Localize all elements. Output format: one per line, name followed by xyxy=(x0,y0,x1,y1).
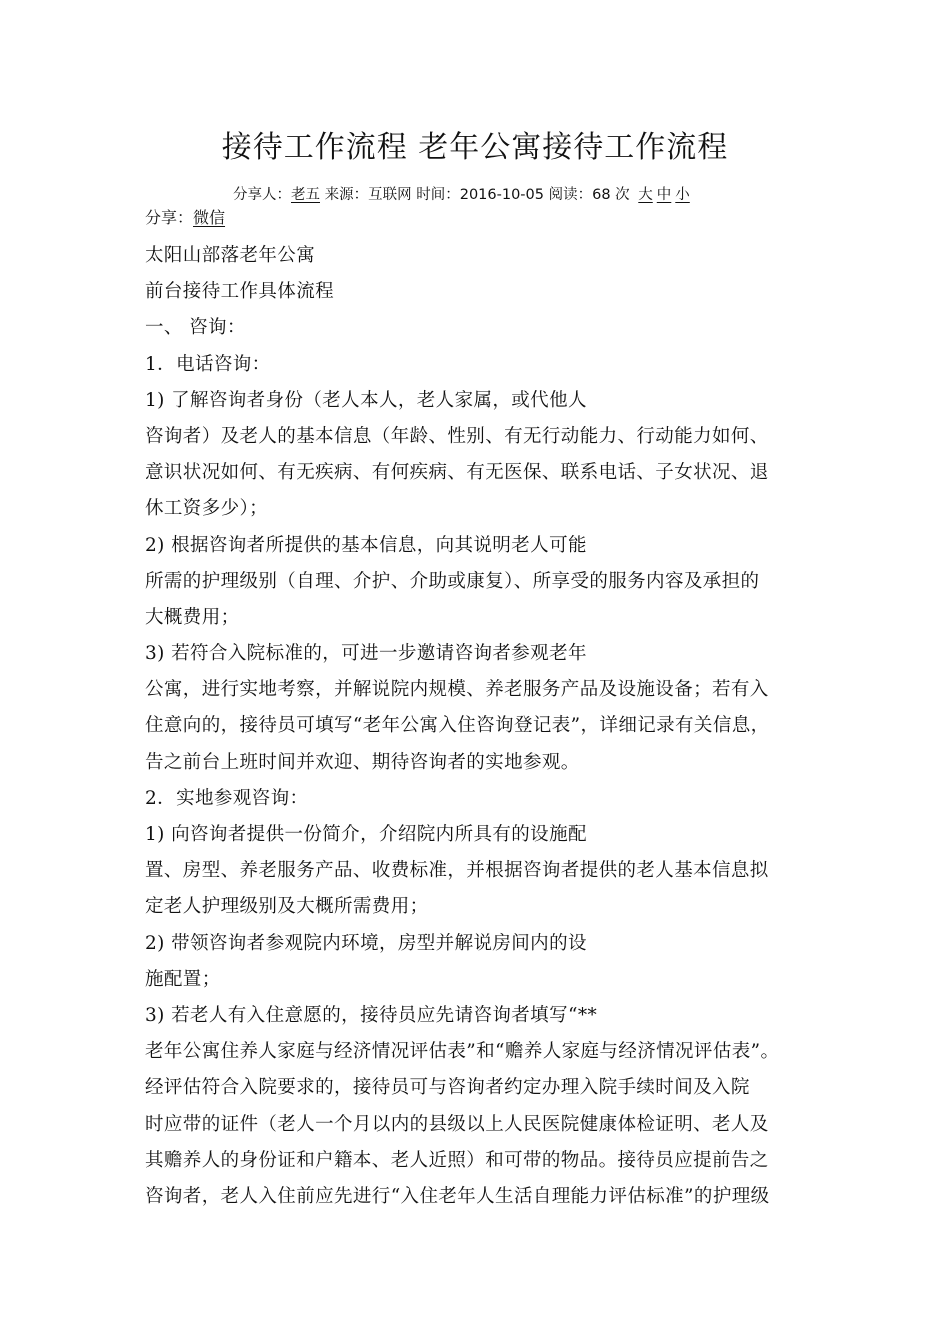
text-line: 其赡养人的身份证和户籍本、老人近照）和可带的物品。接待员应提前告之 xyxy=(145,1149,769,1171)
sharer-link[interactable]: 老五 xyxy=(291,187,320,203)
text-line: 1．电话咨询： xyxy=(145,353,271,375)
text-line: 公寓，进行实地考察，并解说院内规模、养老服务产品及设施设备；若有入 xyxy=(145,679,769,701)
text-line: 前台接待工作具体流程 xyxy=(145,281,335,303)
publish-date: 2016-10-05 xyxy=(459,187,544,203)
text-line: 大概费用； xyxy=(145,606,240,628)
article-meta xyxy=(233,184,690,206)
text-line: 经评估符合入院要求的，接待员可与咨询者约定办理入院手续时间及入院 xyxy=(145,1077,750,1099)
text-line: 一、 咨询： xyxy=(145,317,246,339)
reads-label: 阅读： xyxy=(544,187,593,203)
text-line: 太阳山部落老年公寓 xyxy=(145,245,316,266)
text-line: 咨询者，老人入住前应先进行“入住老年人生活自理能力评估标准”的护理级 xyxy=(145,1185,770,1207)
sharer-label: 分享人： xyxy=(233,187,291,203)
text-line: 1) 了解咨询者身份（老人本人，老人家属，或代他人 xyxy=(145,389,587,411)
text-line: 意识状况如何、有无疾病、有何疾病、有无医保、联系电话、子女状况、退 xyxy=(145,462,769,484)
text-line: 3) 若符合入院标准的，可进一步邀请咨询者参观老年 xyxy=(145,643,587,665)
text-line: 休工资多少）； xyxy=(145,498,269,520)
text-line: 所需的护理级别（自理、介护、介助或康复）、所享受的服务内容及承担的 xyxy=(145,570,760,592)
text-line: 告之前台上班时间并欢迎、期待咨询者的实地参观。 xyxy=(145,751,580,773)
share-bar xyxy=(145,206,225,230)
text-line: 1) 向咨询者提供一份简介，介绍院内所具有的设施配 xyxy=(145,824,587,845)
read-count: 68 xyxy=(592,187,611,203)
font-size-large-link[interactable]: 大 xyxy=(638,187,653,203)
source-label: 来源：互联网 时间： xyxy=(320,187,460,203)
text-line: 施配置； xyxy=(145,968,221,990)
text-line: 老年公寓住养人家庭与经济情况评估表”和“赡养人家庭与经济情况评估表”。 xyxy=(145,1041,780,1063)
text-line: 定老人护理级别及大概所需费用； xyxy=(145,896,429,918)
text-line: 时应带的证件（老人一个月以内的县级以上人民医院健康体检证明、老人及 xyxy=(145,1113,769,1135)
article-body xyxy=(145,238,845,1215)
text-line: 2．实地参观咨询： xyxy=(145,787,309,809)
text-line: 置、房型、养老服务产品、收费标准，并根据咨询者提供的老人基本信息拟 xyxy=(145,860,769,882)
share-wechat-link[interactable]: 微信 xyxy=(193,208,226,227)
text-line: 2) 带领咨询者参观院内环境，房型并解说房间内的设 xyxy=(145,932,587,954)
text-line: 咨询者）及老人的基本信息（年龄、性别、有无行动能力、行动能力如何、 xyxy=(145,425,769,447)
font-size-medium-link[interactable]: 中 xyxy=(656,187,672,203)
share-label: 分享： xyxy=(145,208,194,227)
text-line: 2) 根据咨询者所提供的基本信息，向其说明老人可能 xyxy=(145,534,587,556)
text-line: 住意向的，接待员可填写“老年公寓入住咨询登记表”，详细记录有关信息， xyxy=(145,715,770,737)
text-line: 3) 若老人有入住意愿的，接待员应先请咨询者填写“** xyxy=(145,1004,598,1026)
page-title: 接待工作流程 老年公寓接待工作流程 xyxy=(221,130,729,165)
reads-unit: 次 xyxy=(610,187,630,203)
font-size-small-link[interactable]: 小 xyxy=(675,187,690,203)
